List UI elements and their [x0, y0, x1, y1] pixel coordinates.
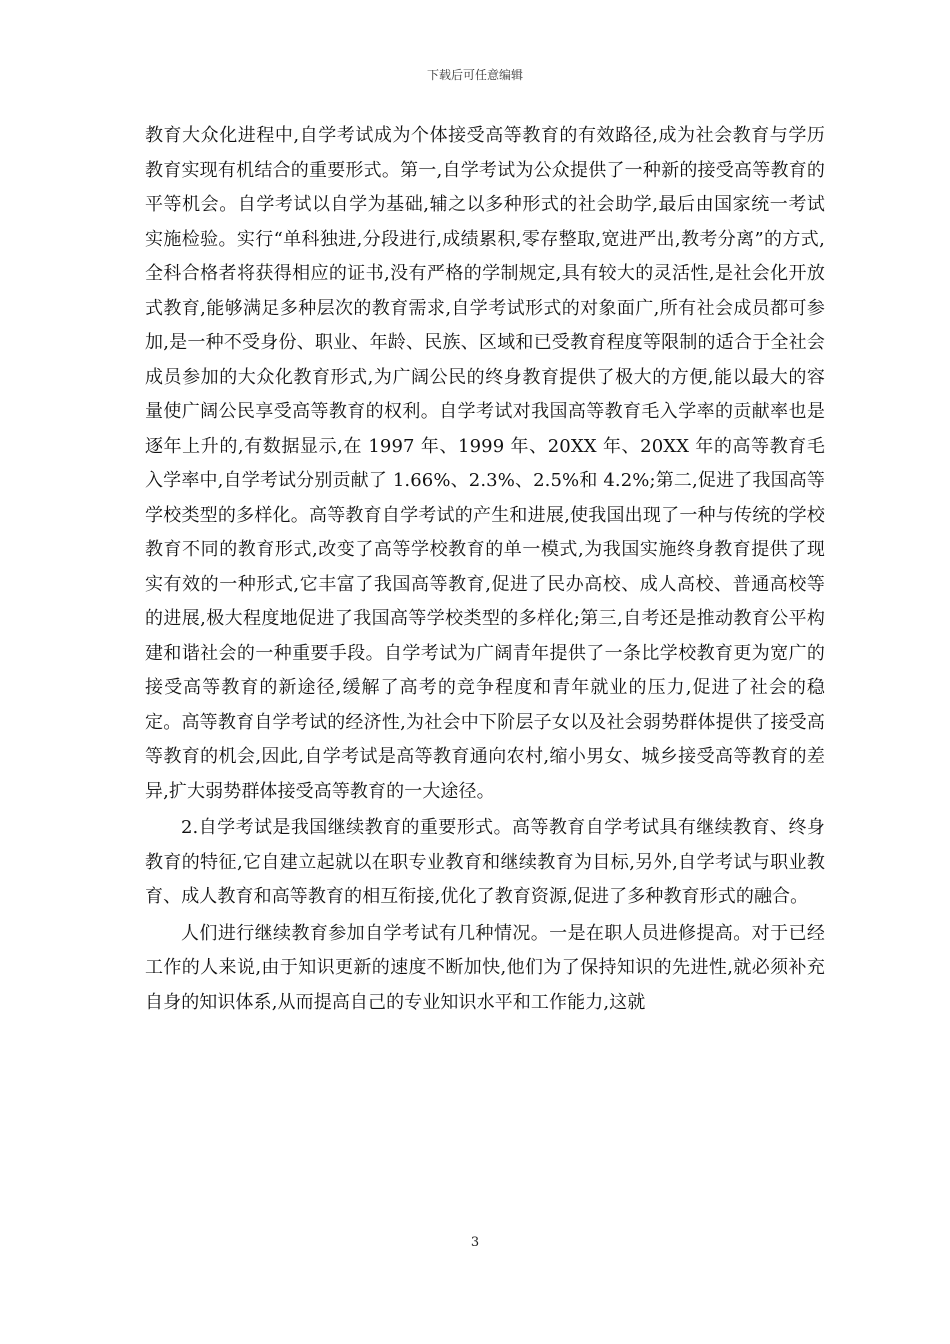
paragraph-3: 人们进行继续教育参加自学考试有几种情况。一是在职人员进修提高。对于已经工作的人来说,由于知识更新的速度不断加快,他们为了保持知识的先进性,就必须补充自身的知识体系,从而提高自己的专业知识水平和工作能力,这就	[145, 922, 825, 1013]
document-body	[145, 119, 825, 1020]
page-header: 下载后可任意编辑	[426, 68, 523, 82]
paragraph-2: 2.自学考试是我国继续教育的重要形式。高等教育自学考试具有继续教育、终身教育的特征,它自建立起就以在职专业教育和继续教育为目标,另外,自学考试与职业教育、成人教育和高等教育的相互衔接,优化了教育资源,促进了多种教育形式的融合。	[145, 817, 825, 907]
page-number: 3	[470, 1235, 480, 1250]
paragraph-1: 教育大众化进程中,自学考试成为个体接受高等教育的有效路径,成为社会教育与学历教育实现有机结合的重要形式。第一,自学考试为公众提供了一种新的接受高等教育的平等机会。自学考试以自学为基础,辅之以多种形式的社会助学,最后由国家统一考试实施检验。实行“单科独进,分段进行,成绩累积,零存整取,宽进严出,教考分离”的方式,全科合格者将获得相应的证书,没有严格的学制规定,具有较大的灵活性,是社会化开放式教育,能够满足多种层次的教育需求,自学考试形式的对象面广,所有社会成员都可参加,是一种不受身份、职业、年龄、民族、区域和已受教育程度等限制的适合于全社会成员参加的大众化教育形式,为广阔公民的终身教育提供了极大的方便,能以最大的容量使广阔公民享受高等教育的权利。自学考试对我国高等教育毛入学率的贡献率也是逐年上升的,有数据显示,在 1997 年、1999 年、20XX 年、20XX 年的高等教育毛入学率中,自学考试分别贡献了 1.66%、2.3%、2.5%和 4.2%;第二,促进了我国高等学校类型的多样化。高等教育自学考试的产生和进展,使我国出现了一种与传统的学校教育不同的教育形式,改变了高等学校教育的单一模式,为我国实施终身教育提供了现实有效的一种形式,它丰富了我国高等教育,促进了民办高校、成人高校、普通高校等的进展,极大程度地促进了我国高等学校类型的多样化;第三,自考还是推动教育公平构建和谐社会的一种重要手段。自学考试为广阔青年提供了一条比学校教育更为宽广的接受高等教育的新途径,缓解了高考的竞争程度和青年就业的压力,促进了社会的稳定。高等教育自学考试的经济性,为社会中下阶层子女以及社会弱势群体提供了接受高等教育的机会,因此,自学考试是高等教育通向农村,缩小男女、城乡接受高等教育的差异,扩大弱势群体接受高等教育的一大途径。	[145, 125, 825, 802]
